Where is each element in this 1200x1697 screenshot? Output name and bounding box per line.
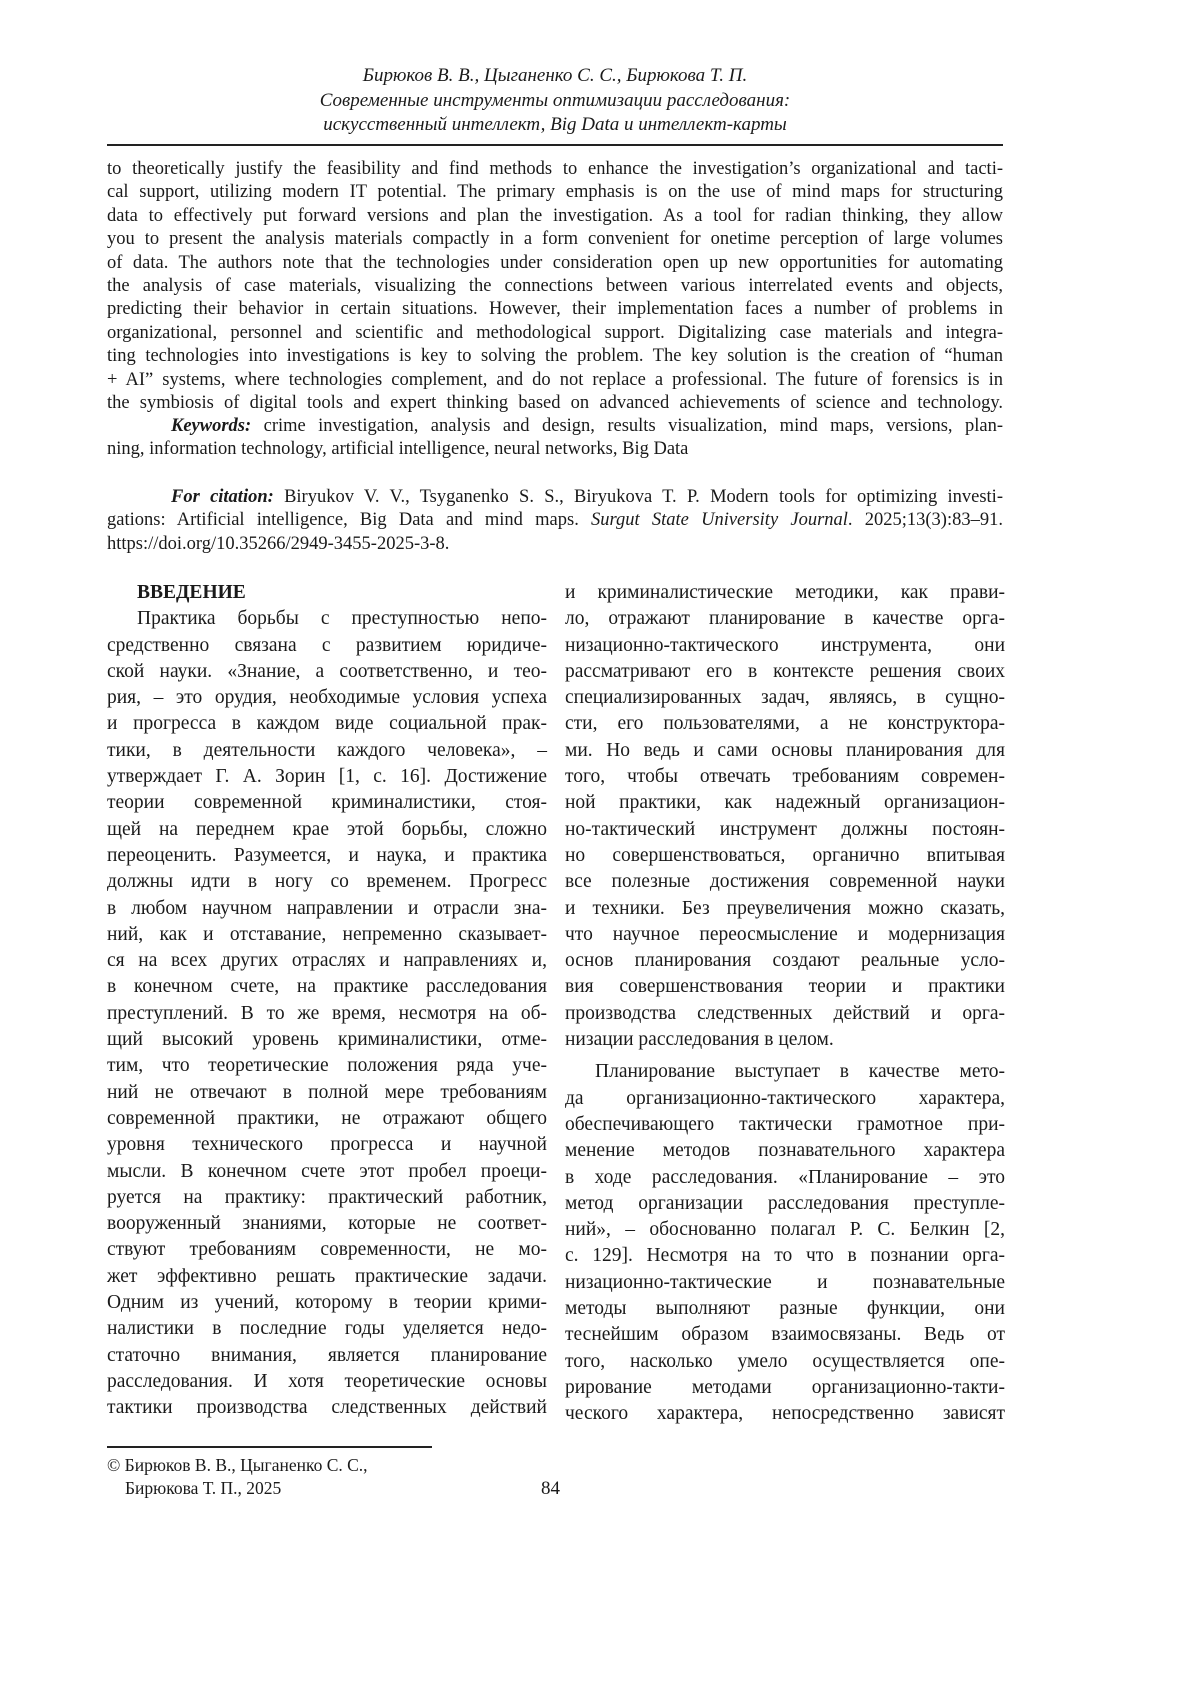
- text-line: predicting their behavior in certain situations. However, their implementation faces a number of problems in: [107, 298, 1003, 321]
- text-line: теснейшим образом взаимосвязаны. Ведь от: [565, 1322, 1005, 1348]
- text-line: ствуют требованиям современности, не мо-: [107, 1237, 547, 1263]
- text-line: жет эффективно решать практические задачи.: [107, 1264, 547, 1290]
- text-line: статочно внимания, является планирование: [107, 1343, 547, 1369]
- text-line: вия совершенствования теории и практики: [565, 974, 1005, 1000]
- text-line: в ходе расследования. «Планирование – это: [565, 1165, 1005, 1191]
- text-line: в конечном счете, на практике расследования: [107, 974, 547, 1000]
- text-line: ний не отвечают в полной мере требованиям: [107, 1080, 547, 1106]
- text-line: и прогресса в каждом виде социальной прак-: [107, 711, 547, 737]
- text-line: налистики в последние годы уделяется недо-: [107, 1316, 547, 1342]
- text-line: ми. Но ведь и сами основы планирования для: [565, 738, 1005, 764]
- text-line: утверждает Г. А. Зорин [1, с. 16]. Достижение: [107, 764, 547, 790]
- text-line: + AI” systems, where technologies complement, and do not replace a professional. The future of forensics is in: [107, 369, 1003, 392]
- running-header: [107, 64, 1003, 138]
- text-line: сти, его пользователями, а не конструктора-: [565, 711, 1005, 737]
- keywords: [107, 415, 1003, 462]
- citation-text-1: Biryukov V. V., Tsyganenko S. S., Biryukova T. P. Modern tools for optimizing investi-: [274, 487, 1003, 507]
- text-line: переоценить. Разумеется, и наука, и практика: [107, 843, 547, 869]
- text-line: щий высокий уровень криминалистики, отме-: [107, 1027, 547, 1053]
- text-line: специализированных задач, являясь, в сущно-: [565, 685, 1005, 711]
- text-line: преступлений. В то же время, несмотря на об-: [107, 1001, 547, 1027]
- text-line: средственно связана с развитием юридиче-: [107, 633, 547, 659]
- citation-label: For citation:: [171, 487, 274, 507]
- text-line: ний, как и отставание, непременно сказывает-: [107, 922, 547, 948]
- text-line: ской науки. «Знание, а соответственно, и тео-: [107, 659, 547, 685]
- text-line: низационно-тактического инструмента, они: [565, 633, 1005, 659]
- citation-journal: Surgut State University Journal: [591, 510, 848, 530]
- abstract: [107, 158, 1003, 415]
- text-line: должны идти в ногу со временем. Прогресс: [107, 869, 547, 895]
- text-line: of data. The authors note that the technologies under consideration open up new opportunities for automating: [107, 252, 1003, 275]
- text-line: производства следственных действий и орга-: [565, 1001, 1005, 1027]
- text-line: the symbiosis of digital tools and expert thinking based on advanced achievements of science and technology.: [107, 392, 1003, 415]
- page-number: 84: [541, 1478, 560, 1500]
- text-line: все полезные достижения современной науки: [565, 869, 1005, 895]
- text-line: рирование методами организационно-такти-: [565, 1375, 1005, 1401]
- text-line: you to present the analysis materials compactly in a form convenient for onetime perception of large volumes: [107, 228, 1003, 251]
- keywords-label: Keywords:: [171, 416, 251, 436]
- text-line: ной практики, как надежный организацион-: [565, 790, 1005, 816]
- text-line: мысли. В конечном счете этот пробел проеци-: [107, 1159, 547, 1185]
- footnote-rule: [107, 1446, 432, 1448]
- text-line: to theoretically justify the feasibility and find methods to enhance the investigation’s organizational and tacti-: [107, 158, 1003, 181]
- text-line: ting technologies into investigations is key to solving the problem. The key solution is the creation of “human: [107, 345, 1003, 368]
- citation: [107, 486, 1003, 556]
- text-line: тики, в деятельности каждого человека», –: [107, 738, 547, 764]
- section-heading: ВВЕДЕНИЕ: [107, 580, 547, 606]
- text-line: Практика борьбы с преступностью непо-: [107, 606, 547, 632]
- text-line: ческого характера, непосредственно зависят: [565, 1401, 1005, 1427]
- citation-doi[interactable]: https://doi.org/10.35266/2949-3455-2025-3-8.: [107, 533, 1003, 556]
- text-line: Планирование выступает в качестве мето-: [565, 1059, 1005, 1085]
- copyright-footnote: [107, 1454, 368, 1500]
- text-line: теории современной криминалистики, стоя-: [107, 790, 547, 816]
- text-line: ний», – обоснованно полагал Р. С. Белкин [2,: [565, 1217, 1005, 1243]
- text-line: того, насколько умело осуществляется опе-: [565, 1349, 1005, 1375]
- text-line: organizational, personnel and scientific and methodological support. Digitalizing case materials and integra-: [107, 322, 1003, 345]
- text-line: ло, отражают планирование в качестве орга-: [565, 606, 1005, 632]
- keywords-text-1: crime investigation, analysis and design, results visualization, mind maps, versions, plan-: [251, 416, 1003, 436]
- text-line: the analysis of case materials, visualizing the connections between various interrelated events and objects,: [107, 275, 1003, 298]
- text-line: Одним из учений, которому в теории крими-: [107, 1290, 547, 1316]
- text-line: ся на всех других отраслях и направлениях и,: [107, 948, 547, 974]
- text-line: в любом научном направлении и отрасли зна-: [107, 896, 547, 922]
- footnote-line-1: © Бирюков В. В., Цыганенко С. С.,: [107, 1454, 368, 1477]
- text-line: менение методов познавательного характера: [565, 1138, 1005, 1164]
- text-line: и техники. Без преувеличения можно сказать,: [565, 896, 1005, 922]
- text-line: да организационно-тактического характера,: [565, 1086, 1005, 1112]
- text-line: тим, что теоретические положения ряда уче-: [107, 1053, 547, 1079]
- text-line: современной практики, не отражают общего: [107, 1106, 547, 1132]
- text-line: data to effectively put forward versions and plan the investigation. As a tool for radian thinking, they allow: [107, 205, 1003, 228]
- text-line: и криминалистические методики, как прави-: [565, 580, 1005, 606]
- left-column: [107, 580, 547, 1422]
- text-line: щей на переднем крае этой борьбы, сложно: [107, 817, 547, 843]
- text-line: рассматривают его в контексте решения своих: [565, 659, 1005, 685]
- header-title-line-2: искусственный интеллект, Big Data и интеллект-карты: [107, 113, 1003, 138]
- text-line: расследования. И хотя теоретические основы: [107, 1369, 547, 1395]
- text-line: низационно-тактические и познавательные: [565, 1270, 1005, 1296]
- text-line: с. 129]. Несмотря на то что в познании орга-: [565, 1243, 1005, 1269]
- text-line: основ планирования создают реальные усло-: [565, 948, 1005, 974]
- text-line: что научное переосмысление и модернизация: [565, 922, 1005, 948]
- citation-text-2b: . 2025;13(3):83–91.: [848, 510, 1003, 530]
- citation-text-2a: gations: Artificial intelligence, Big Data and mind maps.: [107, 510, 591, 530]
- text-line: вооруженный знаниями, которые не соответ-: [107, 1211, 547, 1237]
- text-line: методы выполняют разные функции, они: [565, 1296, 1005, 1322]
- text-line: руется на практику: практический работник,: [107, 1185, 547, 1211]
- text-line: но-тактический инструмент должны постоян-: [565, 817, 1005, 843]
- text-line: тактики производства следственных действий: [107, 1395, 547, 1421]
- header-title-line-1: Современные инструменты оптимизации расследования:: [107, 89, 1003, 114]
- text-line: низации расследования в целом.: [565, 1027, 1005, 1053]
- text-line: метод организации расследования преступле-: [565, 1191, 1005, 1217]
- text-line: обеспечивающего тактически грамотное при-: [565, 1112, 1005, 1138]
- text-line: но совершенствоваться, органично впитывая: [565, 843, 1005, 869]
- text-line: cal support, utilizing modern IT potential. The primary emphasis is on the use of mind maps for structuring: [107, 181, 1003, 204]
- footnote-line-2: Бирюкова Т. П., 2025: [107, 1477, 368, 1500]
- text-line: того, чтобы отвечать требованиям современ-: [565, 764, 1005, 790]
- text-line: рия, – это орудия, необходимые условия успеха: [107, 685, 547, 711]
- right-column: [565, 580, 1005, 1428]
- text-line: уровня технического прогресса и научной: [107, 1132, 547, 1158]
- keywords-text-2: ning, information technology, artificial intelligence, neural networks, Big Data: [107, 438, 1003, 461]
- header-rule: [107, 144, 1003, 146]
- header-authors: Бирюков В. В., Цыганенко С. С., Бирюкова Т. П.: [107, 64, 1003, 89]
